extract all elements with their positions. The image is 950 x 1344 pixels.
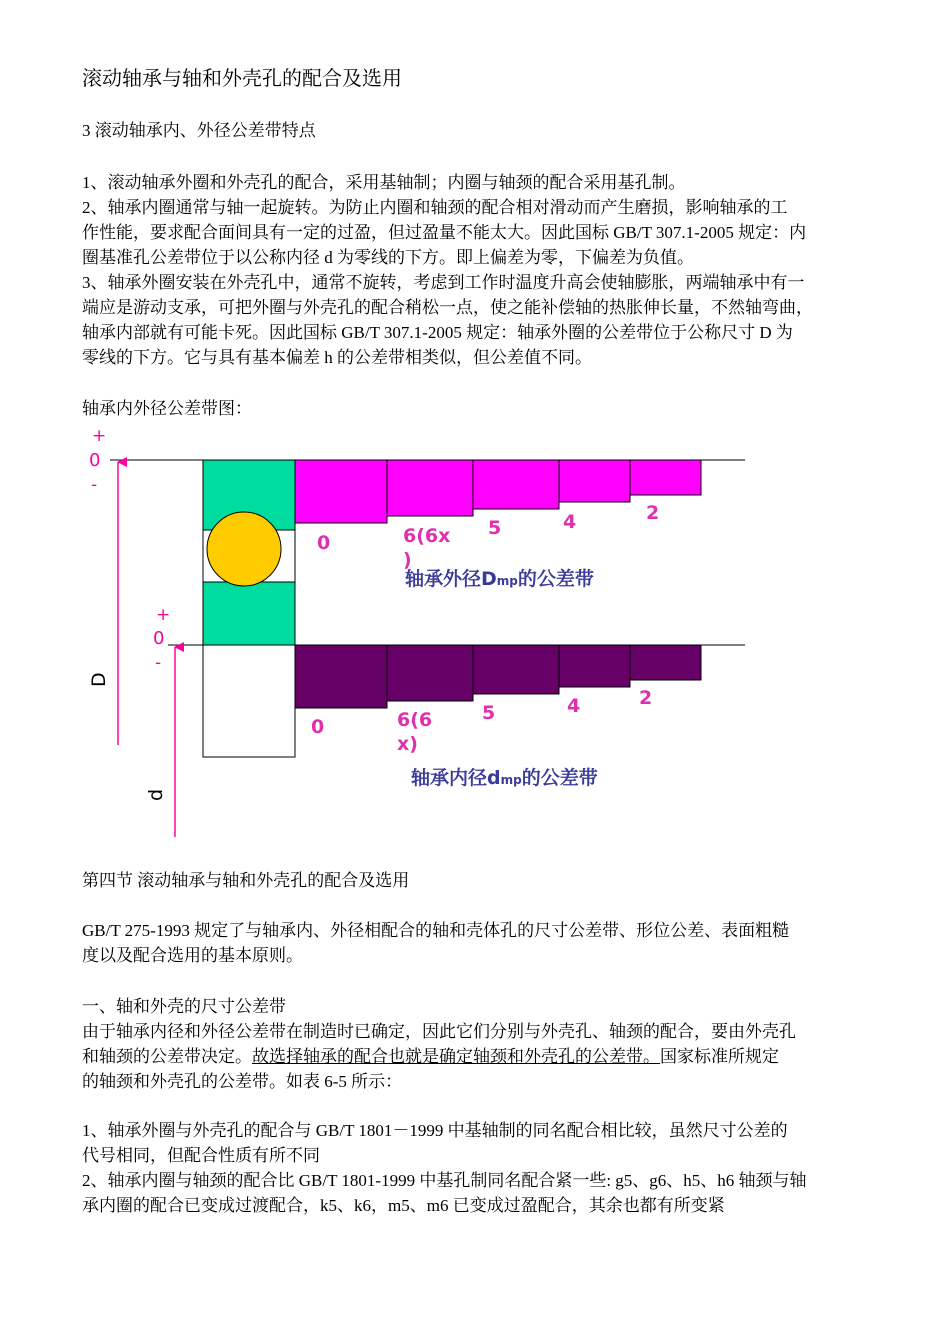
outer-grade-0: 0 [317, 532, 331, 554]
paragraph-2-line-3: 圈基准孔公差带位于以公称内径 d 为零线的下方。即上偏差为零，下偏差为负值。 [82, 248, 694, 267]
paragraph-3-line-1: 3、轴承外圈安装在外壳孔中，通常不旋转，考虑到工作时温度升高会使轴膨胀，两端轴承中有一 [82, 273, 805, 292]
outer-band-4 [559, 460, 630, 502]
tolerance-zone-diagram [0, 425, 950, 845]
d-dimension-label: d [145, 788, 167, 801]
inner-grade-0: 0 [311, 716, 325, 738]
paragraph-3-line-4: 零线的下方。它与具有基本偏差 h 的公差带相类似，但公差值不同。 [82, 348, 592, 367]
inner-minus-sign: - [155, 653, 162, 673]
ball [207, 512, 281, 586]
note-2-line-1: 2、轴承内圈与轴颈的配合比 GB/T 1801-1999 中基孔制同名配合紧一些: g5、g6、h5、h6 轴颈与轴 [82, 1171, 807, 1190]
note-1-line-1: 1、轴承外圈与外壳孔的配合与 GB/T 1801－1999 中基轴制的同名配合相比较，虽然尺寸公差的 [82, 1121, 788, 1140]
diagram-caption: 轴承内外径公差带图： [82, 399, 252, 418]
outer-band-5 [473, 460, 559, 509]
paragraph-2-line-2: 作性能，要求配合面间具有一定的过盈，但过盈量不能太大。因此国标 GB/T 307.1-2005 规定：内 [82, 223, 807, 242]
inner-grade-2: 2 [639, 687, 653, 709]
section-heading-3: 3 滚动轴承内、外径公差带特点 [82, 121, 316, 140]
section-heading-4: 第四节 滚动轴承与轴和外壳孔的配合及选用 [82, 871, 410, 890]
paragraph-2-line-1: 2、轴承内圈通常与轴一起旋转。为防止内圈和轴颈的配合相对滑动而产生磨损，影响轴承的工 [82, 198, 788, 217]
inner-grade-4: 4 [567, 695, 581, 717]
note-2-line-2: 承内圈的配合已变成过渡配合，k5、k6，m5、m6 已变成过盈配合，其余也都有所变紧 [82, 1196, 725, 1215]
inner-band-5 [473, 645, 559, 694]
inner-band-0 [295, 645, 387, 708]
inner-band-4 [559, 645, 630, 687]
page-title: 滚动轴承与轴和外壳孔的配合及选用 [82, 68, 402, 90]
inner-grade-6-cont: x) [397, 733, 418, 755]
outer-band-0 [295, 460, 387, 523]
paragraph-1: 1、滚动轴承外圈和外壳孔的配合，采用基轴制；内圈与轴颈的配合采用基孔制。 [82, 173, 686, 192]
subheading-1: 一、轴和外壳的尺寸公差带 [82, 997, 286, 1016]
subsection-1-line-3: 的轴颈和外壳孔的公差带。如表 6-5 所示： [82, 1072, 403, 1091]
shaft-outline [203, 645, 295, 757]
intro-line-1: GB/T 275-1993 规定了与轴承内、外径相配合的轴和壳体孔的尺寸公差带、形位公差、表面粗糙 [82, 921, 790, 940]
inner-grade-5: 5 [482, 702, 496, 724]
outer-diameter-caption: 轴承外径Dmp的公差带 [405, 568, 594, 590]
outer-grade-4: 4 [563, 511, 577, 533]
note-1-line-2: 代号相同，但配合性质有所不同 [82, 1146, 320, 1165]
subsection-1-line-2: 和轴颈的公差带决定。故选择轴承的配合也就是确定轴颈和外壳孔的公差带。国家标准所规定 [82, 1047, 779, 1066]
inner-ring-section [203, 582, 295, 645]
paragraph-3-line-3: 轴承内部就有可能卡死。因此国标 GB/T 307.1-2005 规定：轴承外圈的公差带位于公称尺寸 D 为 [82, 323, 793, 342]
outer-grade-5: 5 [488, 517, 502, 539]
inner-zero-label: 0 [153, 628, 165, 649]
paragraph-3-line-2: 端应是游动支承，可把外圈与外壳孔的配合稍松一点，使之能补偿轴的热胀伸长量，不然轴弯曲， [82, 298, 813, 317]
outer-zero-label: 0 [89, 450, 101, 471]
inner-plus-sign: + [156, 605, 171, 625]
inner-grade-6: 6(6 [397, 709, 433, 731]
intro-line-2: 度以及配合选用的基本原则。 [82, 946, 303, 965]
outer-band-6 [387, 460, 473, 516]
outer-minus-sign: - [91, 475, 98, 495]
outer-plus-sign: + [92, 426, 107, 446]
underlined-key-sentence: 故选择轴承的配合也就是确定轴颈和外壳孔的公差带。 [252, 1047, 660, 1066]
outer-grade-2: 2 [646, 502, 660, 524]
inner-band-6 [387, 645, 473, 701]
inner-diameter-caption: 轴承内径dmp的公差带 [411, 767, 598, 789]
subsection-1-line-1: 由于轴承内径和外径公差带在制造时已确定，因此它们分别与外壳孔、轴颈的配合，要由外壳孔 [82, 1022, 796, 1041]
outer-grade-6-cont: ) [403, 549, 412, 571]
outer-grade-6: 6(6x [403, 525, 451, 547]
outer-band-2 [630, 460, 701, 495]
inner-band-2 [630, 645, 701, 680]
D-dimension-label: D [88, 672, 110, 687]
